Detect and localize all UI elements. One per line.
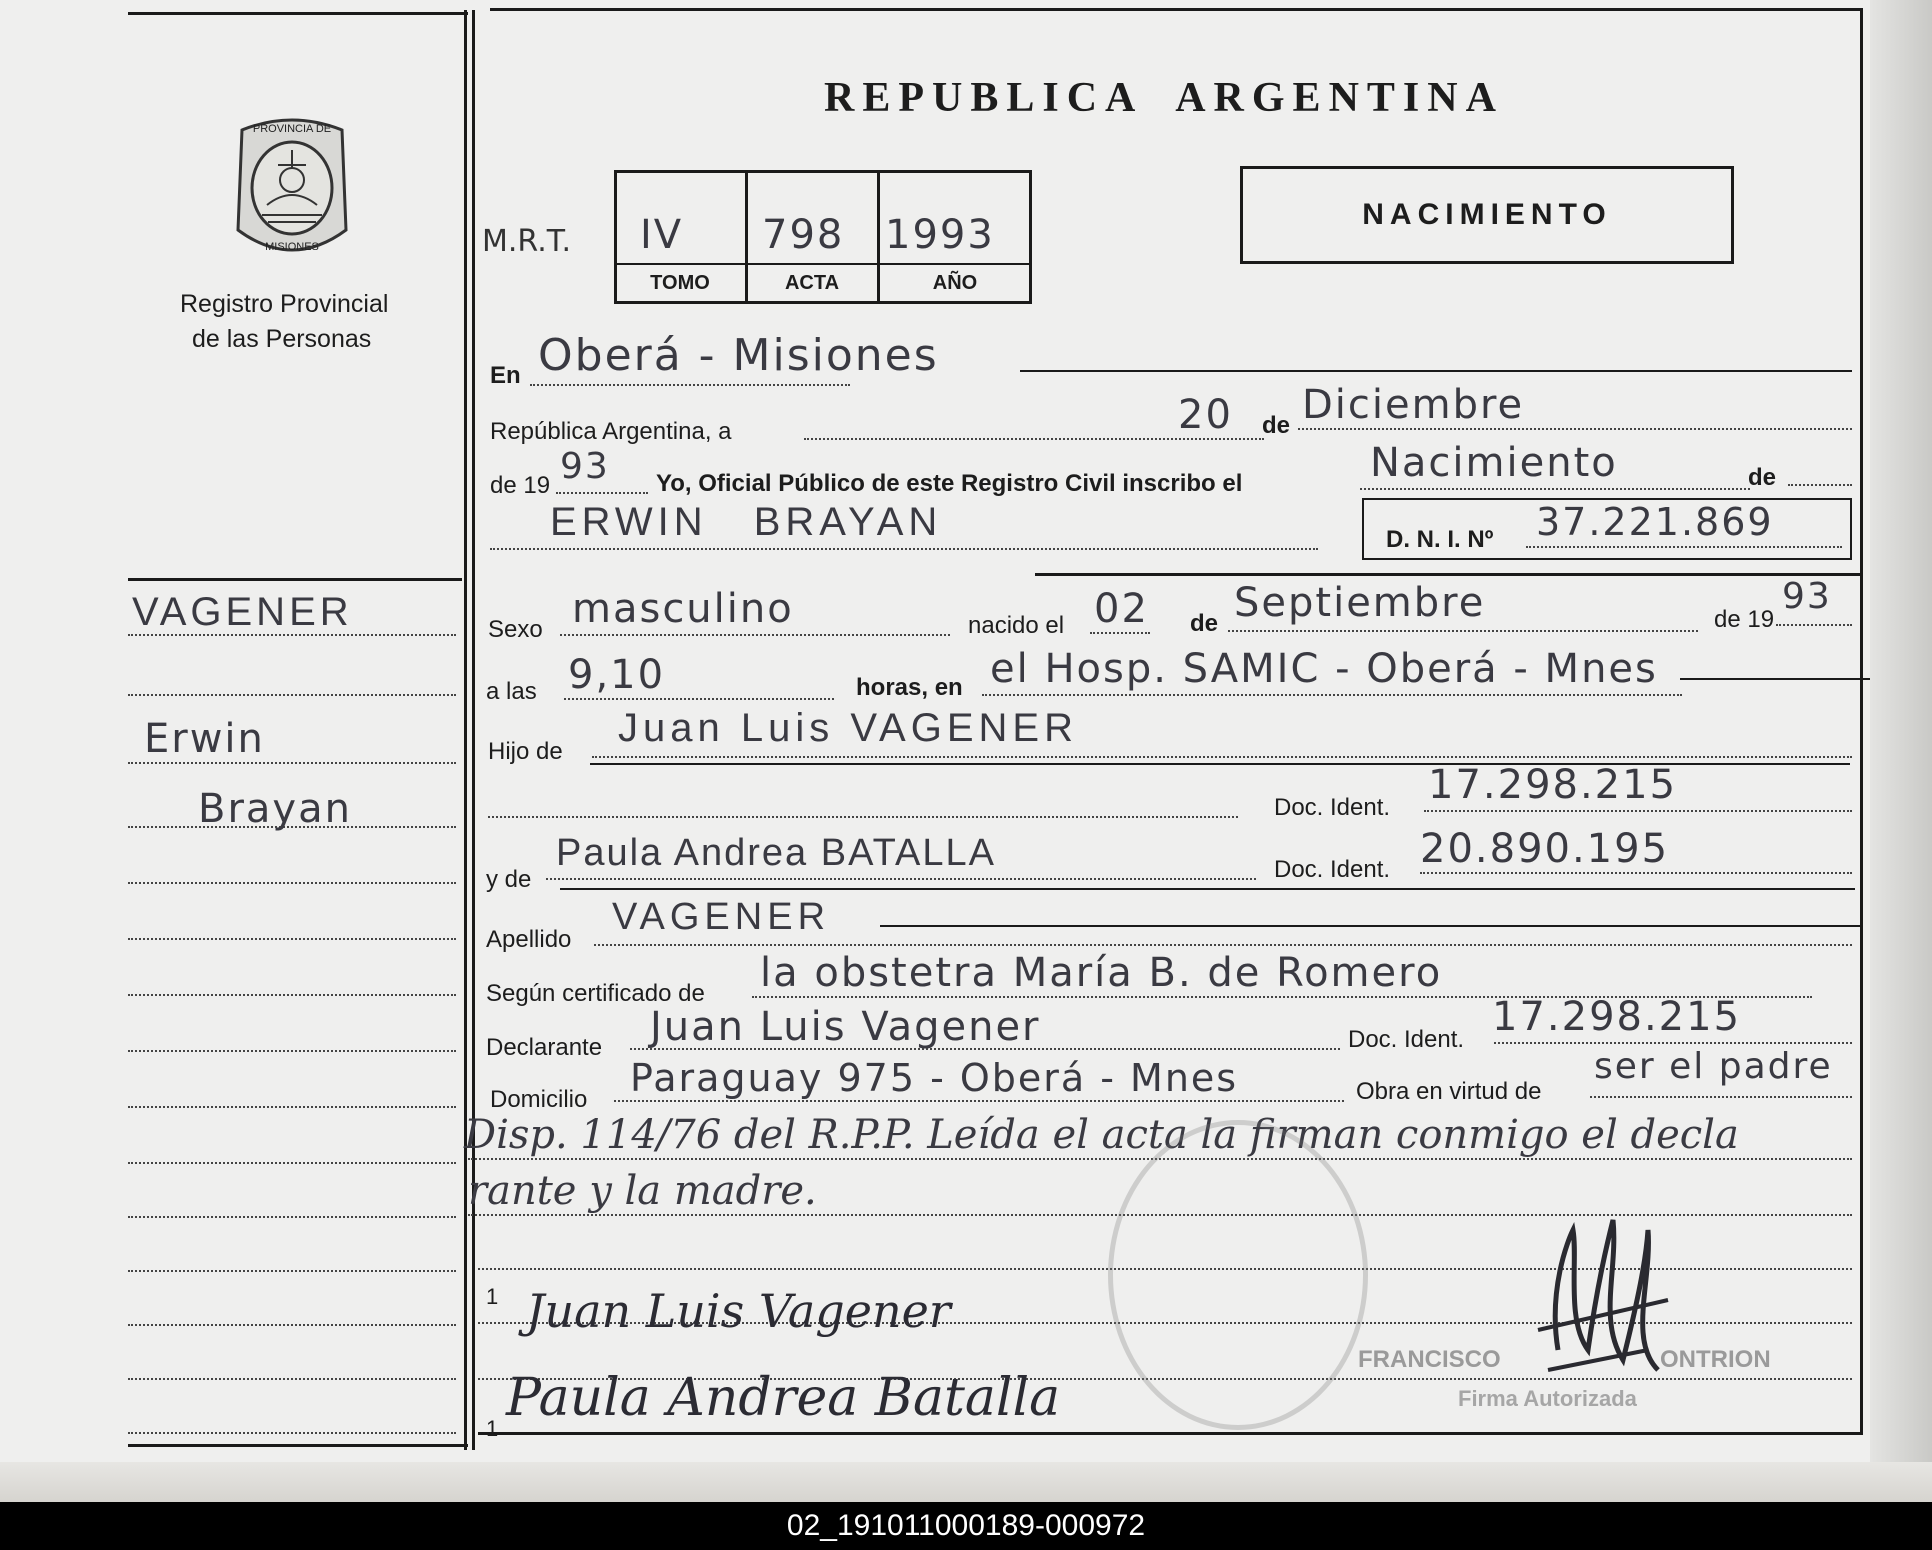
obra-label: Obra en virtud de — [1356, 1078, 1542, 1105]
notes-line-1-text: Disp. 114/76 del R.P.P. Leída el acta la firman conmigo el decla — [464, 1112, 1739, 1158]
segun-label: Según certificado de — [486, 980, 705, 1007]
birth-month-line — [1228, 630, 1698, 632]
name-line — [490, 548, 1318, 550]
en-line — [530, 384, 850, 386]
top-border-left — [128, 12, 468, 15]
sexo-line — [560, 634, 950, 636]
seal-top-text: PROVINCIA DE — [252, 123, 332, 135]
margin-line-8 — [128, 1050, 456, 1052]
doc-label-3: Doc. Ident. — [1348, 1026, 1465, 1053]
domicilio-line — [614, 1100, 1344, 1102]
month-value: Diciembre — [1302, 382, 1525, 428]
page-edge-shadow — [1870, 0, 1932, 1502]
ano-value: 1993 — [885, 212, 995, 258]
father-doc-line — [1424, 810, 1852, 812]
yo-text: Yo, Oficial Público de este Registro Civil inscribo el — [656, 470, 1243, 497]
father-value: Juan Luis VAGENER — [618, 706, 1078, 750]
obra-line — [1590, 1096, 1852, 1098]
margin-line-15 — [128, 1432, 456, 1434]
nacido-label: nacido el — [968, 612, 1065, 639]
official-signature — [1528, 1200, 1678, 1400]
margin-line-7 — [128, 994, 456, 996]
horas-label: horas, en — [856, 674, 963, 701]
type-label: NACIMIENTO — [1362, 198, 1612, 231]
margin-line-2 — [128, 694, 456, 696]
republica-label: República Argentina, a — [490, 418, 732, 445]
bottom-border-right — [478, 1432, 1862, 1435]
margin-line-9 — [128, 1106, 456, 1108]
official-name-rest: ONTRION — [1660, 1346, 1771, 1373]
acto-value: Nacimiento — [1370, 440, 1618, 486]
apellido-value: VAGENER — [612, 896, 831, 938]
domicilio-label: Domicilio — [490, 1086, 588, 1113]
father-line — [592, 756, 1852, 758]
birth-month-value: Septiembre — [1234, 580, 1486, 626]
de-label: de — [1262, 412, 1291, 439]
dni-value: 37.221.869 — [1536, 500, 1774, 544]
scan-footer — [0, 1502, 1932, 1550]
mother-doc-line — [1420, 872, 1852, 874]
doc-label: Doc. Ident. — [1274, 794, 1391, 821]
margin-divider-left — [464, 10, 467, 1450]
margin-line-10 — [128, 1162, 456, 1164]
top-border-right — [490, 8, 1860, 11]
day-value: 20 — [1178, 392, 1233, 438]
signature-father: Juan Luis Vagener — [526, 1284, 951, 1338]
form-section-rule — [1035, 573, 1860, 576]
day-line — [804, 438, 1264, 440]
registry-name-line1: Registro Provincial — [180, 290, 389, 318]
scan-id: 02_191011000189-000972 — [786, 1509, 1146, 1542]
hijo-label: Hijo de — [488, 738, 563, 765]
right-border — [1860, 8, 1863, 1435]
margin-line-6 — [128, 938, 456, 940]
signature-mother: Paula Andrea Batalla — [506, 1368, 1061, 1428]
mother-line — [546, 878, 1256, 880]
margin-name2: Brayan — [198, 786, 352, 832]
official-role: Firma Autorizada — [1458, 1386, 1637, 1411]
apellido-label: Apellido — [486, 926, 572, 953]
acta-label: ACTA — [784, 272, 840, 294]
doc-label-2: Doc. Ident. — [1274, 856, 1391, 883]
dni-line — [1526, 546, 1842, 548]
de19-label: de 19 — [490, 472, 551, 499]
tomo-label: TOMO — [650, 272, 710, 294]
sexo-value: masculino — [572, 586, 794, 632]
birth-place-line — [982, 694, 1682, 696]
yde-label: y de — [486, 866, 532, 893]
sig2-mark: 1 — [486, 1416, 499, 1441]
de-label-3: de — [1190, 610, 1219, 637]
certificado-value: la obstetra María B. de Romero — [760, 950, 1443, 996]
birth-place-value: el Hosp. SAMIC - Oberá - Mnes — [990, 646, 1658, 692]
year-value: 93 — [560, 446, 610, 487]
mother-doc-value: 20.890.195 — [1420, 826, 1670, 872]
declarante-doc-line — [1494, 1042, 1852, 1044]
margin-line-14 — [128, 1378, 456, 1380]
month-line — [1298, 428, 1852, 430]
year-line — [556, 492, 648, 494]
acta-value: 798 — [762, 212, 845, 258]
full-name-value: ERWIN BRAYAN — [550, 500, 943, 544]
margin-line-11 — [128, 1216, 456, 1218]
declarante-value: Juan Luis Vagener — [650, 1004, 1041, 1050]
record-prefix: M.R.T. — [482, 224, 572, 259]
margin-name1: Erwin — [144, 716, 265, 762]
tomo-value: IV — [640, 212, 684, 258]
form-rule-apellido — [880, 925, 1860, 927]
hour-value: 9,10 — [568, 652, 666, 698]
hour-line — [564, 698, 834, 700]
province-seal-logo — [222, 110, 362, 265]
registry-stamp — [1108, 1120, 1368, 1430]
dni-label: D. N. I. Nº — [1386, 526, 1494, 553]
sexo-label: Sexo — [488, 616, 543, 643]
margin-header-rule — [128, 578, 462, 581]
margin-line-3 — [128, 762, 456, 764]
official-name: FRANCISCO — [1358, 1346, 1501, 1373]
declarante-label: Declarante — [486, 1034, 603, 1061]
birth-day-value: 02 — [1094, 586, 1149, 632]
birth-day-line — [1090, 632, 1150, 634]
birth-year-line — [1776, 624, 1852, 626]
alas-label: a las — [486, 678, 537, 705]
en-line-solid — [1020, 370, 1852, 372]
de19-label-2: de 19 — [1714, 606, 1775, 633]
en-label: En — [490, 362, 521, 389]
father-doc-value: 17.298.215 — [1428, 762, 1678, 808]
acto-line-2 — [1788, 484, 1852, 486]
record-label-rule — [614, 263, 1032, 265]
margin-surname: VAGENER — [132, 590, 353, 634]
birth-year-value: 93 — [1782, 576, 1832, 617]
margin-line-12 — [128, 1270, 456, 1272]
registry-name-line2: de las Personas — [192, 325, 372, 353]
ano-label: AÑO — [932, 272, 978, 294]
place-value: Oberá - Misiones — [538, 330, 939, 381]
notes-line-2-text: rante y la madre. — [468, 1168, 817, 1214]
de-label-2: de — [1748, 464, 1777, 491]
acto-line — [1360, 488, 1750, 490]
father-doc-pre-line — [488, 816, 1238, 818]
margin-line-13 — [128, 1324, 456, 1326]
apellido-line — [594, 944, 1852, 946]
obra-value: ser el padre — [1594, 1046, 1833, 1087]
sig1-mark: 1 — [486, 1284, 499, 1309]
domicilio-value: Paraguay 975 - Oberá - Mnes — [630, 1056, 1239, 1100]
seal-bottom-text: MISIONES — [265, 241, 319, 253]
margin-divider-right — [472, 10, 475, 1450]
mother-value: Paula Andrea BATALLA — [556, 832, 996, 874]
form-rule-madre — [560, 888, 1855, 890]
page-bottom-shadow — [0, 1462, 1932, 1502]
birth-place-line-solid — [1680, 678, 1870, 680]
margin-line-5 — [128, 882, 456, 884]
declarante-doc-value: 17.298.215 — [1492, 994, 1742, 1040]
page-title: REPUBLICA ARGENTINA — [824, 75, 1504, 121]
bottom-border-left — [128, 1444, 468, 1447]
